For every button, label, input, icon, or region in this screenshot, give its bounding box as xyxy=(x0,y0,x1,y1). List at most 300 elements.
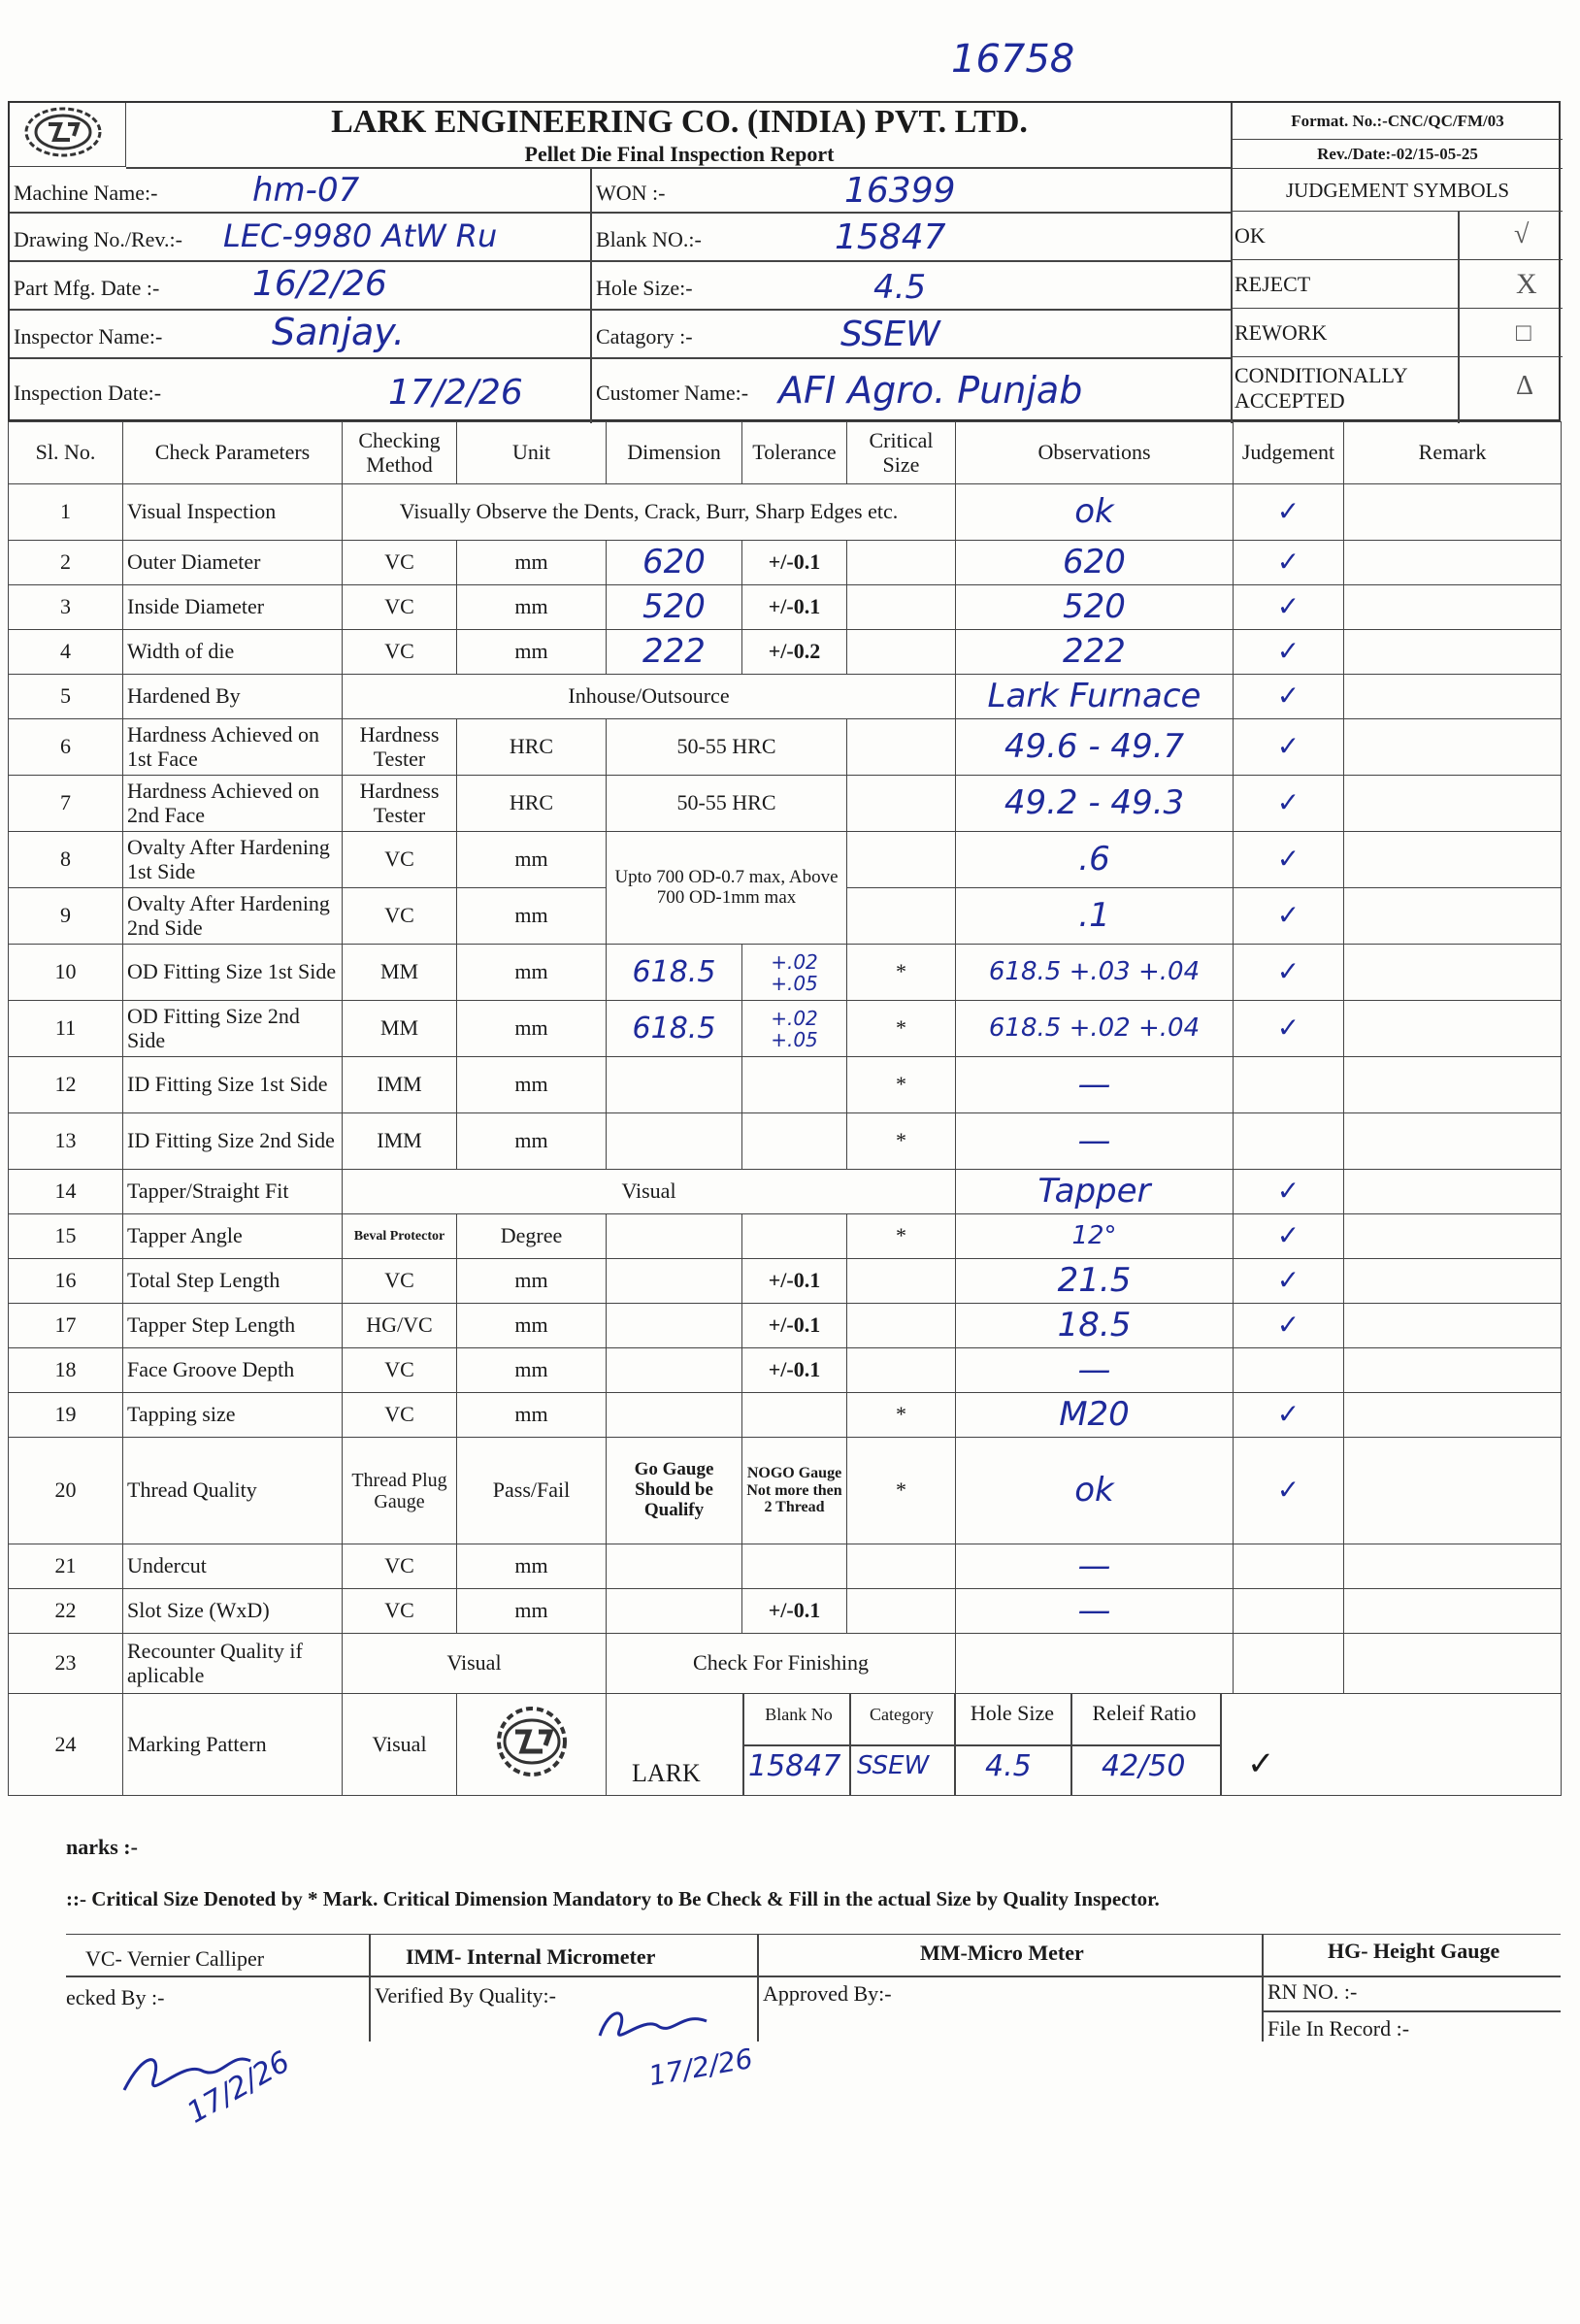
table-row xyxy=(9,630,1562,675)
col-header: Tolerance xyxy=(742,422,847,484)
symbol-label-conditional: CONDITIONALLY ACCEPTED xyxy=(1234,363,1407,414)
observation: Lark Furnace xyxy=(956,675,1234,719)
remark xyxy=(1344,776,1562,832)
dimension xyxy=(607,1304,742,1348)
judgement-check-icon: ✓ xyxy=(1234,1393,1344,1438)
revision-date: Rev./Date:-02/15-05-25 xyxy=(1233,140,1563,169)
table-row xyxy=(9,1259,1562,1304)
machine-name-value: hm-07 xyxy=(252,171,360,210)
checking-method: Hardness Tester xyxy=(343,719,457,776)
check-parameter: Ovalty After Hardening 2nd Side xyxy=(123,888,343,945)
judgement-check-icon: ✓ xyxy=(1234,1170,1344,1214)
critical-size xyxy=(847,541,956,585)
unit: mm xyxy=(457,1001,607,1057)
critical-size xyxy=(847,1259,956,1304)
remark xyxy=(1344,585,1562,630)
unit: mm xyxy=(457,541,607,585)
observation: ok xyxy=(956,484,1234,541)
row-number: 3 xyxy=(9,585,123,630)
tolerance: +/-0.1 xyxy=(742,1304,847,1348)
unit: mm xyxy=(457,1544,607,1589)
row-number: 13 xyxy=(9,1113,123,1170)
verified-by-date: 17/2/26 xyxy=(645,2042,755,2093)
legend-signature-block xyxy=(66,1934,1561,2131)
check-parameter: Tapping size xyxy=(123,1393,343,1438)
critical-size xyxy=(847,776,956,832)
observation: Tapper xyxy=(956,1170,1234,1214)
machine-name-label: Machine Name:- xyxy=(14,181,158,205)
remark xyxy=(1344,1057,1562,1113)
logo-box xyxy=(10,103,126,167)
marking-value: 4.5 xyxy=(985,1749,1032,1783)
check-parameter: Tapper Angle xyxy=(123,1214,343,1259)
dimension: 222 xyxy=(607,630,742,675)
dimension: 50-55 HRC xyxy=(607,776,847,832)
checking-method: VC xyxy=(343,832,457,888)
check-parameter: Width of die xyxy=(123,630,343,675)
judgement xyxy=(1234,1348,1344,1393)
inspection-sheet xyxy=(8,101,1561,2217)
check-parameter: Hardness Achieved on 2nd Face xyxy=(123,776,343,832)
row-number: 11 xyxy=(9,1001,123,1057)
observation: 618.5 +.03 +.04 xyxy=(956,945,1234,1001)
checking-method: IMM xyxy=(343,1057,457,1113)
check-parameter: ID Fitting Size 2nd Side xyxy=(123,1113,343,1170)
table-row xyxy=(9,1348,1562,1393)
marking-header: Category xyxy=(870,1705,934,1724)
symbol-row-reject xyxy=(1233,260,1563,309)
row-number: 19 xyxy=(9,1393,123,1438)
hole-size-label: Hole Size:- xyxy=(596,276,693,300)
observation: 12° xyxy=(956,1214,1234,1259)
unit: HRC xyxy=(457,776,607,832)
remark xyxy=(1344,1348,1562,1393)
legend-hg: HG- Height Gauge xyxy=(1328,1939,1500,1963)
judgement-check-icon: ✓ xyxy=(1234,776,1344,832)
observation: ok xyxy=(956,1438,1234,1544)
checking-method: VC xyxy=(343,1589,457,1634)
judgement-check-icon: ✓ xyxy=(1234,832,1344,888)
row-number: 17 xyxy=(9,1304,123,1348)
dimension xyxy=(607,1259,742,1304)
marking-logo-cell xyxy=(457,1694,607,1796)
remark xyxy=(1344,888,1562,945)
observation: 49.6 - 49.7 xyxy=(956,719,1234,776)
row-number: 6 xyxy=(9,719,123,776)
tolerance xyxy=(742,1393,847,1438)
category-value: SSEW xyxy=(840,315,940,354)
category-label: Catagory :- xyxy=(596,324,693,349)
row-number: 2 xyxy=(9,541,123,585)
row-number: 4 xyxy=(9,630,123,675)
remark xyxy=(1344,630,1562,675)
observation: 49.2 - 49.3 xyxy=(956,776,1234,832)
checking-method: VC xyxy=(343,888,457,945)
legend-vc: VC- Vernier Calliper xyxy=(85,1946,265,1971)
table-row xyxy=(9,945,1562,1001)
marking-row xyxy=(9,1694,1562,1796)
dimension xyxy=(607,1544,742,1589)
critical-size xyxy=(847,832,956,888)
table-row xyxy=(9,776,1562,832)
remark xyxy=(1344,541,1562,585)
remark xyxy=(1344,1304,1562,1348)
verified-by-label: Verified By Quality:- xyxy=(375,1983,556,2008)
remarks-label: narks :- xyxy=(66,1835,138,1859)
check-parameter: Visual Inspection xyxy=(123,484,343,541)
inspection-date-label: Inspection Date:- xyxy=(14,381,162,405)
unit: mm xyxy=(457,1589,607,1634)
observation: .6 xyxy=(956,832,1234,888)
checking-method: Hardness Tester xyxy=(343,776,457,832)
dimension xyxy=(607,1214,742,1259)
checking-method: Visual xyxy=(343,1694,457,1796)
critical-size xyxy=(847,719,956,776)
tolerance: +.02 +.05 xyxy=(742,1001,847,1057)
judgement xyxy=(1234,1589,1344,1634)
col-header: Check Parameters xyxy=(123,422,343,484)
observation: — xyxy=(956,1057,1234,1113)
checking-method: MM xyxy=(343,1001,457,1057)
table-header-row xyxy=(9,422,1562,484)
marking-value: 15847 xyxy=(748,1749,841,1783)
check-parameter: Recounter Quality if aplicable xyxy=(123,1634,343,1694)
check-parameter: Hardened By xyxy=(123,675,343,719)
table-row xyxy=(9,1634,1562,1694)
table-row xyxy=(9,832,1562,888)
symbol-label-rework: REWORK xyxy=(1234,320,1328,345)
judgement-check-icon: ✓ xyxy=(1234,1214,1344,1259)
unit: HRC xyxy=(457,719,607,776)
row-number: 21 xyxy=(9,1544,123,1589)
remark xyxy=(1344,1170,1562,1214)
checking-method: HG/VC xyxy=(343,1304,457,1348)
judgement-check-icon: ✓ xyxy=(1234,945,1344,1001)
table-row xyxy=(9,719,1562,776)
critical-size: * xyxy=(847,1057,956,1113)
remark xyxy=(1344,1438,1562,1544)
remark xyxy=(1344,1214,1562,1259)
check-parameter: Hardness Achieved on 1st Face xyxy=(123,719,343,776)
marking-judgement-check-icon: ✓ xyxy=(1247,1746,1275,1782)
tolerance: +/-0.1 xyxy=(742,1348,847,1393)
judgement-check-icon: ✓ xyxy=(1234,888,1344,945)
checking-method: VC xyxy=(343,541,457,585)
lark-logo-icon xyxy=(469,1703,595,1780)
conditional-symbol-icon: Δ xyxy=(1516,371,1534,401)
dimension xyxy=(607,1113,742,1170)
lark-text: LARK xyxy=(632,1759,701,1787)
row-number: 15 xyxy=(9,1214,123,1259)
check-parameter: Ovalty After Hardening 1st Side xyxy=(123,832,343,888)
tolerance: +/-0.1 xyxy=(742,1259,847,1304)
dimension: Go Gauge Should be Qualify xyxy=(607,1438,742,1544)
unit: mm xyxy=(457,1304,607,1348)
observation: .1 xyxy=(956,888,1234,945)
observation: 618.5 +.02 +.04 xyxy=(956,1001,1234,1057)
observation: — xyxy=(956,1348,1234,1393)
unit: mm xyxy=(457,630,607,675)
judgement-check-icon: ✓ xyxy=(1234,484,1344,541)
unit: mm xyxy=(457,1259,607,1304)
judgement-check-icon: ✓ xyxy=(1234,719,1344,776)
col-header: Critical Size xyxy=(847,422,956,484)
remark xyxy=(1344,1001,1562,1057)
company-logo-icon xyxy=(10,103,116,161)
merged-method: Visual xyxy=(343,1170,956,1214)
drawing-no-value: LEC-9980 AtW Ru xyxy=(223,217,498,254)
table-row xyxy=(9,1001,1562,1057)
checking-method: VC xyxy=(343,630,457,675)
tolerance: +/-0.1 xyxy=(742,1589,847,1634)
row-number: 9 xyxy=(9,888,123,945)
header-block xyxy=(8,101,1561,421)
col-header: Dimension xyxy=(607,422,742,484)
remark xyxy=(1344,675,1562,719)
check-parameter: OD Fitting Size 1st Side xyxy=(123,945,343,1001)
observation xyxy=(956,1634,1234,1694)
judgement-check-icon: ✓ xyxy=(1234,675,1344,719)
table-row xyxy=(9,484,1562,541)
row-number: 18 xyxy=(9,1348,123,1393)
symbol-label-ok: OK xyxy=(1234,223,1266,248)
judgement xyxy=(1234,1634,1344,1694)
blank-no-value: 15847 xyxy=(835,217,946,257)
row-number: 5 xyxy=(9,675,123,719)
checking-method: VC xyxy=(343,585,457,630)
dimension xyxy=(607,1348,742,1393)
check-parameter: OD Fitting Size 2nd Side xyxy=(123,1001,343,1057)
file-in-record-label: File In Record :- xyxy=(1267,2016,1410,2041)
checking-method: Thread Plug Gauge xyxy=(343,1438,457,1544)
critical-size-note: ::- Critical Size Denoted by * Mark. Critical Dimension Mandatory to Be Check & Fill in the actual Size by Quality Inspector. xyxy=(66,1887,1160,1910)
remark xyxy=(1344,1544,1562,1589)
company-name: LARK ENGINEERING CO. (INDIA) PVT. LTD. xyxy=(331,104,1028,140)
remark xyxy=(1344,1589,1562,1634)
tolerance: +/-0.1 xyxy=(742,541,847,585)
dimension: 618.5 xyxy=(607,1001,742,1057)
table-row xyxy=(9,585,1562,630)
reject-symbol-icon: X xyxy=(1516,268,1537,300)
checking-method: MM xyxy=(343,945,457,1001)
top-handwritten-number: 16758 xyxy=(951,37,1075,82)
dimension xyxy=(607,1589,742,1634)
judgement-check-icon: ✓ xyxy=(1234,630,1344,675)
remark xyxy=(1344,719,1562,776)
unit: mm xyxy=(457,585,607,630)
checking-method: VC xyxy=(343,1348,457,1393)
remark xyxy=(1344,945,1562,1001)
unit: mm xyxy=(457,1348,607,1393)
judgement-check-icon: ✓ xyxy=(1234,541,1344,585)
unit: mm xyxy=(457,945,607,1001)
row-number: 12 xyxy=(9,1057,123,1113)
marking-details xyxy=(607,1694,1562,1796)
hole-size-value: 4.5 xyxy=(873,268,927,307)
judgement-check-icon: ✓ xyxy=(1234,1438,1344,1544)
critical-size xyxy=(847,1348,956,1393)
remark xyxy=(1344,1113,1562,1170)
judgement-check-icon: ✓ xyxy=(1234,585,1344,630)
checking-method: IMM xyxy=(343,1113,457,1170)
marking-header: Releif Ratio xyxy=(1092,1701,1197,1725)
check-parameter: Marking Pattern xyxy=(123,1694,343,1796)
table-row xyxy=(9,675,1562,719)
row-number: 7 xyxy=(9,776,123,832)
checked-by-date: 17/2/26 xyxy=(181,2044,296,2131)
table-row xyxy=(9,1170,1562,1214)
rn-no-label: RN NO. :- xyxy=(1267,1979,1358,2004)
symbol-row-conditional xyxy=(1233,357,1563,423)
row-number: 22 xyxy=(9,1589,123,1634)
observation: 18.5 xyxy=(956,1304,1234,1348)
approved-by-label: Approved By:- xyxy=(763,1981,892,2006)
unit: mm xyxy=(457,1057,607,1113)
merged-method: Inhouse/Outsource xyxy=(343,675,956,719)
check-parameter: Inside Diameter xyxy=(123,585,343,630)
tolerance xyxy=(742,1544,847,1589)
judgement-check-icon: ✓ xyxy=(1234,1001,1344,1057)
judgement-symbols-title: JUDGEMENT SYMBOLS xyxy=(1233,169,1563,212)
remark xyxy=(1344,832,1562,888)
tolerance: +/-0.2 xyxy=(742,630,847,675)
checking-method: VC xyxy=(343,1544,457,1589)
judgement xyxy=(1234,1544,1344,1589)
row-number: 20 xyxy=(9,1438,123,1544)
tolerance xyxy=(742,1214,847,1259)
observation: — xyxy=(956,1544,1234,1589)
tolerance: +/-0.1 xyxy=(742,585,847,630)
critical-size xyxy=(847,1544,956,1589)
inspector-name-value: Sanjay. xyxy=(272,311,405,353)
critical-size xyxy=(847,1589,956,1634)
check-parameter: Outer Diameter xyxy=(123,541,343,585)
checking-method: Visual xyxy=(343,1634,607,1694)
critical-size: * xyxy=(847,1001,956,1057)
rework-symbol-icon: □ xyxy=(1516,318,1531,347)
col-header: Observations xyxy=(956,422,1234,484)
legend-mm: MM-Micro Meter xyxy=(920,1941,1084,1965)
tolerance: +.02 +.05 xyxy=(742,945,847,1001)
checking-method: Beval Protector xyxy=(343,1214,457,1259)
dimension: 620 xyxy=(607,541,742,585)
table-row xyxy=(9,541,1562,585)
col-header: Sl. No. xyxy=(9,422,123,484)
unit: mm xyxy=(457,832,607,888)
table-row xyxy=(9,1113,1562,1170)
symbol-row-rework xyxy=(1233,309,1563,357)
critical-size xyxy=(847,585,956,630)
dimension xyxy=(607,1057,742,1113)
unit: Pass/Fail xyxy=(457,1438,607,1544)
remark xyxy=(1344,484,1562,541)
table-row xyxy=(9,1438,1562,1544)
dimension: Check For Finishing xyxy=(607,1634,956,1694)
legend-imm: IMM- Internal Micrometer xyxy=(406,1944,656,1969)
customer-name-label: Customer Name:- xyxy=(596,381,749,405)
format-number: Format. No.:-CNC/QC/FM/03 xyxy=(1233,103,1563,140)
dimension: 50-55 HRC xyxy=(607,719,847,776)
judgement xyxy=(1234,1057,1344,1113)
marking-value: SSEW xyxy=(857,1751,930,1780)
observation: 222 xyxy=(956,630,1234,675)
dimension: Upto 700 OD-0.7 max, Above 700 OD-1mm max xyxy=(607,832,847,945)
judgement-check-icon: ✓ xyxy=(1234,1304,1344,1348)
critical-size: * xyxy=(847,1113,956,1170)
symbol-row-ok xyxy=(1233,212,1563,260)
won-label: WON :- xyxy=(596,181,666,205)
observation: 520 xyxy=(956,585,1234,630)
table-row xyxy=(9,1214,1562,1259)
check-parameter: Undercut xyxy=(123,1544,343,1589)
row-number: 16 xyxy=(9,1259,123,1304)
critical-size xyxy=(847,888,956,945)
table-row xyxy=(9,1544,1562,1589)
critical-size: * xyxy=(847,1393,956,1438)
part-mfg-date-label: Part Mfg. Date :- xyxy=(14,276,160,300)
critical-size: * xyxy=(847,1214,956,1259)
observation: 21.5 xyxy=(956,1259,1234,1304)
judgement-check-icon: ✓ xyxy=(1234,1259,1344,1304)
judgement xyxy=(1234,1113,1344,1170)
observation: — xyxy=(956,1113,1234,1170)
col-header: Unit xyxy=(457,422,607,484)
col-header: Remark xyxy=(1344,422,1562,484)
col-header: Judgement xyxy=(1234,422,1344,484)
table-row xyxy=(9,1057,1562,1113)
check-parameter: Face Groove Depth xyxy=(123,1348,343,1393)
critical-size xyxy=(847,630,956,675)
check-parameter: Tapper Step Length xyxy=(123,1304,343,1348)
critical-size: * xyxy=(847,1438,956,1544)
checking-method: VC xyxy=(343,1259,457,1304)
blank-no-label: Blank NO.:- xyxy=(596,227,702,251)
observation: 620 xyxy=(956,541,1234,585)
row-number: 24 xyxy=(9,1694,123,1796)
dimension xyxy=(607,1393,742,1438)
drawing-no-label: Drawing No./Rev.:- xyxy=(14,227,182,251)
unit: mm xyxy=(457,1113,607,1170)
inspection-table xyxy=(8,421,1562,1796)
ok-symbol-icon: √ xyxy=(1514,219,1530,249)
observation: — xyxy=(956,1589,1234,1634)
inspection-date-value: 17/2/26 xyxy=(388,373,523,413)
checked-by-label: ecked By :- xyxy=(66,1985,165,2009)
symbol-label-reject: REJECT xyxy=(1234,272,1311,296)
dimension: 618.5 xyxy=(607,945,742,1001)
tolerance xyxy=(742,1113,847,1170)
row-number: 8 xyxy=(9,832,123,888)
inspector-name-label: Inspector Name:- xyxy=(14,324,163,349)
critical-size: * xyxy=(847,945,956,1001)
check-parameter: ID Fitting Size 1st Side xyxy=(123,1057,343,1113)
row-number: 14 xyxy=(9,1170,123,1214)
won-value: 16399 xyxy=(844,171,956,211)
merged-method: Visually Observe the Dents, Crack, Burr, Sharp Edges etc. xyxy=(343,484,956,541)
marking-header: Hole Size xyxy=(970,1701,1055,1725)
check-parameter: Tapper/Straight Fit xyxy=(123,1170,343,1214)
marking-header: Blank No xyxy=(765,1705,833,1724)
check-parameter: Slot Size (WxD) xyxy=(123,1589,343,1634)
row-number: 23 xyxy=(9,1634,123,1694)
remark xyxy=(1344,1259,1562,1304)
unit: mm xyxy=(457,888,607,945)
unit: mm xyxy=(457,1393,607,1438)
remark xyxy=(1344,1393,1562,1438)
customer-name-value: AFI Agro. Punjab xyxy=(778,369,1083,412)
report-title: Pellet Die Final Inspection Report xyxy=(524,142,835,166)
tolerance xyxy=(742,1057,847,1113)
